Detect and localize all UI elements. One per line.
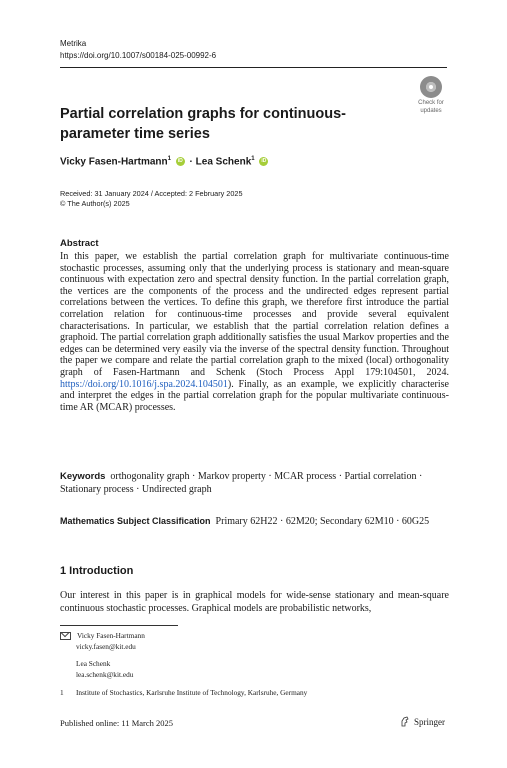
- msc-label: Mathematics Subject Classification: [60, 516, 211, 526]
- envelope-icon: [60, 632, 71, 640]
- journal-name: Metrika: [60, 39, 87, 48]
- copyright: © The Author(s) 2025: [60, 199, 130, 208]
- keywords-label: Keywords: [60, 471, 106, 482]
- contact-name: Vicky Fasen-Hartmann: [77, 631, 145, 640]
- springer-horse-icon: [400, 716, 410, 727]
- doi-link[interactable]: https://doi.org/10.1007/s00184-025-00992-6: [60, 51, 217, 60]
- footnote-rule: [60, 625, 178, 626]
- msc: [60, 515, 449, 528]
- author-affiliation-mark: 1: [251, 156, 255, 162]
- abstract-text: [60, 251, 449, 413]
- contact-email[interactable]: vicky.fasen@kit.edu: [76, 642, 136, 651]
- publisher-logo[interactable]: [400, 716, 445, 727]
- author-name[interactable]: Vicky Fasen-Hartmann: [60, 156, 168, 168]
- check-updates-label-2: updates: [420, 108, 442, 114]
- paper-title: Partial correlation graphs for continuous-parameter time series: [60, 106, 347, 142]
- intro-paragraph: Our interest in this paper is in graphical models for wide-sense stationary and mean-square continuous stochastic processes. Graphical models are probabilistic networks,: [60, 590, 449, 614]
- contact-name: Lea Schenk: [76, 659, 111, 668]
- contact-email[interactable]: lea.schenk@kit.edu: [76, 670, 134, 679]
- keywords-text: orthogonality graph · Markov property · MCAR process · Partial correlation · Stationary process · Undirected graph: [60, 471, 423, 495]
- abstract-body-end: ). Finally, as an example, we explicitly characterise and interpret the edges in the partial correlation graph for the popular multivariate continuous-time AR (MCAR) processes.: [60, 378, 449, 413]
- orcid-icon[interactable]: iD: [177, 158, 183, 165]
- affiliation-number: 1: [60, 688, 64, 697]
- abstract-heading: Abstract: [60, 238, 99, 249]
- received-accepted: Received: 31 January 2024 / Accepted: 2 February 2025: [60, 189, 243, 198]
- check-for-updates-badge[interactable]: [410, 76, 452, 114]
- affiliation-text: Institute of Stochastics, Karlsruhe Institute of Technology, Karlsruhe, Germany: [76, 688, 308, 697]
- publisher-name: Springer: [414, 717, 445, 727]
- author-separator: ·: [189, 156, 193, 168]
- author-name[interactable]: Lea Schenk: [195, 156, 252, 168]
- keywords: [60, 470, 449, 496]
- section-heading: 1 Introduction: [60, 565, 134, 577]
- check-updates-icon: [420, 76, 442, 98]
- msc-text: Primary 62H22 · 62M20; Secondary 62M10 · 60G25: [215, 516, 430, 527]
- author-affiliation-mark: 1: [167, 156, 171, 162]
- abstract-doi-link[interactable]: https://doi.org/10.1016/j.spa.2024.104501: [60, 378, 228, 390]
- check-updates-label-1: Check for: [418, 100, 444, 106]
- contact-info: [60, 630, 145, 680]
- author-list: [60, 156, 270, 167]
- abstract-body: In this paper, we establish the partial correlation graph for multivariate continuous-time stochastic processes, assuming only that the underlying process is stationary and mean-square continuous with expectation zero and spectral density function. In the partial correlation graph, the vertices are the components of the process and the undirected edges represent partial correlations between the vertices. To define this graph, we therefore first introduce the partial correlation relation for continuous-time processes and provide several equivalent characterisations. In particular, we establish that the partial correlation relation defines a graphoid. The partial correlation graph additionally satisfies the usual Markov properties and the edges can be determined very easily via the inverse of the spectral density function. Throughout the paper we compare and relate the partial correlation graph to the mixed (local) orthogonality graph of Fasen-Hartmann and Schenk (Stoch Process Appl 179:104501, 2024.: [60, 251, 449, 378]
- header-rule: [60, 67, 447, 68]
- published-date: Published online: 11 March 2025: [60, 718, 174, 728]
- affiliation: [60, 688, 307, 697]
- journal-header: [60, 38, 216, 62]
- orcid-icon[interactable]: iD: [261, 158, 267, 165]
- article-dates: [60, 189, 243, 209]
